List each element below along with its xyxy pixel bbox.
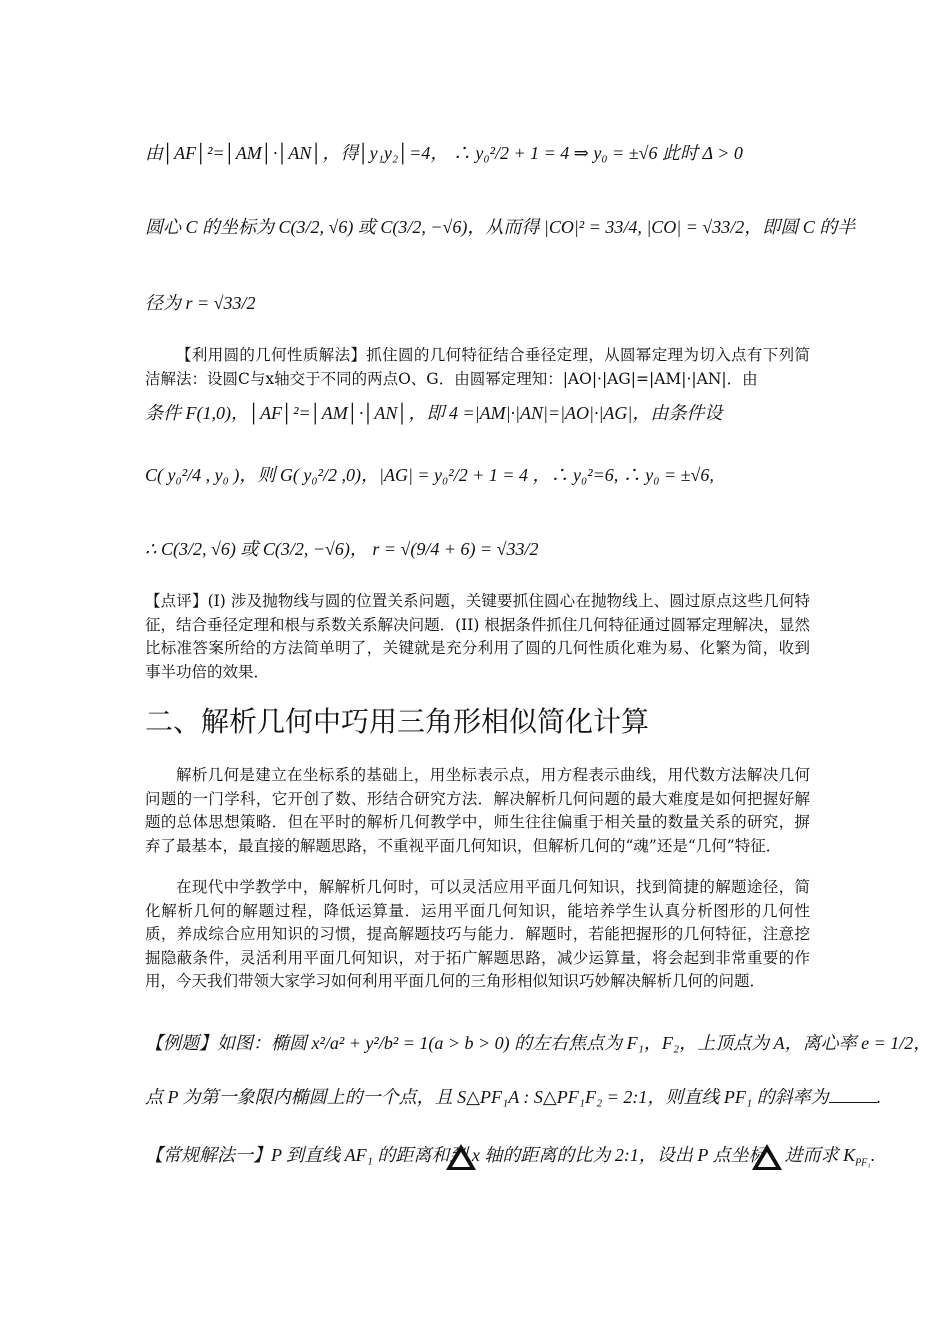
- example-line-2: [145, 1084, 882, 1110]
- equation-line-6: ∴ C(3/2, √6) 或 C(3/2, −√6)， r = √(9/4 + 6) = √33/2: [145, 539, 539, 559]
- paragraph-comment: 【点评】(I) 涉及抛物线与圆的位置关系问题，关键要抓住圆心在抛物线上、圆过原点这些几何特征，结合垂径定理和根与系数关系解决问题．(II) 根据条件抓住几何特征通过圆幂定理解决，显然比标准答案所给的方法简单明了，关键就是充分利用了圆的几何性质化难为易、化繁为简，收到事半功倍的效果．: [145, 592, 810, 681]
- method-line-1-end: .: [870, 1145, 876, 1165]
- paragraph-geometric-method: 【利用圆的几何性质解法】抓住圆的几何特征结合垂径定理，从圆幂定理为切入点有下列简洁解法：设圆C与x轴交于不同的两点O、G．由圆幂定理知：|AO|·|AG|=|AM|·|AN|．由: [145, 346, 810, 388]
- equation-line-1: 由│AF│²=│AM│·│AN│，得│y₁y₂│=4， ∴ y₀²/2 + 1 = 4 ⇒ y₀ = ±√6 此时 Δ > 0: [145, 143, 743, 163]
- method-line-1-sub: PF₁: [855, 1157, 871, 1169]
- example-line-2-text: 点 P 为第一象限内椭圆上的一个点，且 S△PF₁A : S△PF₁F₂ = 2:1，则直线 PF₁ 的斜率为: [145, 1087, 829, 1107]
- equation-line-4: 条件 F(1,0)，│AF│²=│AM│·│AN│，即 4 =|AM|·|AN|=|AO|·|AG|，由条件设: [145, 403, 723, 423]
- equation-line-3: 径为 r = √33/2: [145, 293, 256, 313]
- triangle-icon: [752, 1144, 782, 1170]
- paragraph-intro-2: 在现代中学教学中，解解析几何时，可以灵活应用平面几何知识，找到简捷的解题途径，简化解析几何的解题过程，降低运算量．运用平面几何知识，能培养学生认真分析图形的几何性质，养成综合应用知识的习惯，提高解题技巧与能力．解题时，若能把握形的几何特征，注意挖掘隐蔽条件，灵活利用平面几何知识，对于拓广解题思路，减少运算量，将会起到非常重要的作用，今天我们带领大家学习如何利用平面几何的三角形相似知识巧妙解决解析几何的问题．: [145, 878, 810, 990]
- example-line-1: 【例题】如图：椭圆 x²/a² + y²/b² = 1(a > b > 0) 的左右焦点为 F₁，F₂，上顶点为 A，离心率 e = 1/2，: [145, 1033, 932, 1053]
- paragraph-intro-1: 解析几何是建立在坐标系的基础上，用坐标表示点，用方程表示曲线，用代数方法解决几何问题的一门学科，它开创了数、形结合研究方法．解决解析几何问题的最大难度是如何把握好解题的总体思想策略．但在平时的解析几何教学中，师生往往偏重于相关量的数量关系的研究，摒弃了最基本，最直接的解题思路，不重视平面几何知识，但解析几何的“魂”还是“几何”特征．: [145, 766, 810, 855]
- section-heading: 二、解析几何中巧用三角形相似简化计算: [145, 705, 650, 738]
- triangle-icon: [446, 1144, 476, 1170]
- equation-line-5: C( y₀²/4 , y₀ )，则 G( y₀²/2 ,0)，|AG| = y₀²/2 + 1 = 4 ，∴ y₀²=6, ∴ y₀ = ±√6,: [145, 465, 714, 485]
- method-line-1: [145, 1142, 876, 1177]
- equation-line-2: 圆心 C 的坐标为 C(3/2, √6) 或 C(3/2, −√6)，从而得 |CO|² = 33/4, |CO| = √33/2，即圆 C 的半: [145, 217, 856, 237]
- answer-blank[interactable]: [829, 1086, 877, 1103]
- example-line-2-end: .: [876, 1087, 882, 1107]
- method-line-1-text: 【常规解法一】P 到直线 AF₁ 的距离和到 x 轴的距离的比为 2:1，设出 P 点坐标，进而求 K: [145, 1145, 856, 1165]
